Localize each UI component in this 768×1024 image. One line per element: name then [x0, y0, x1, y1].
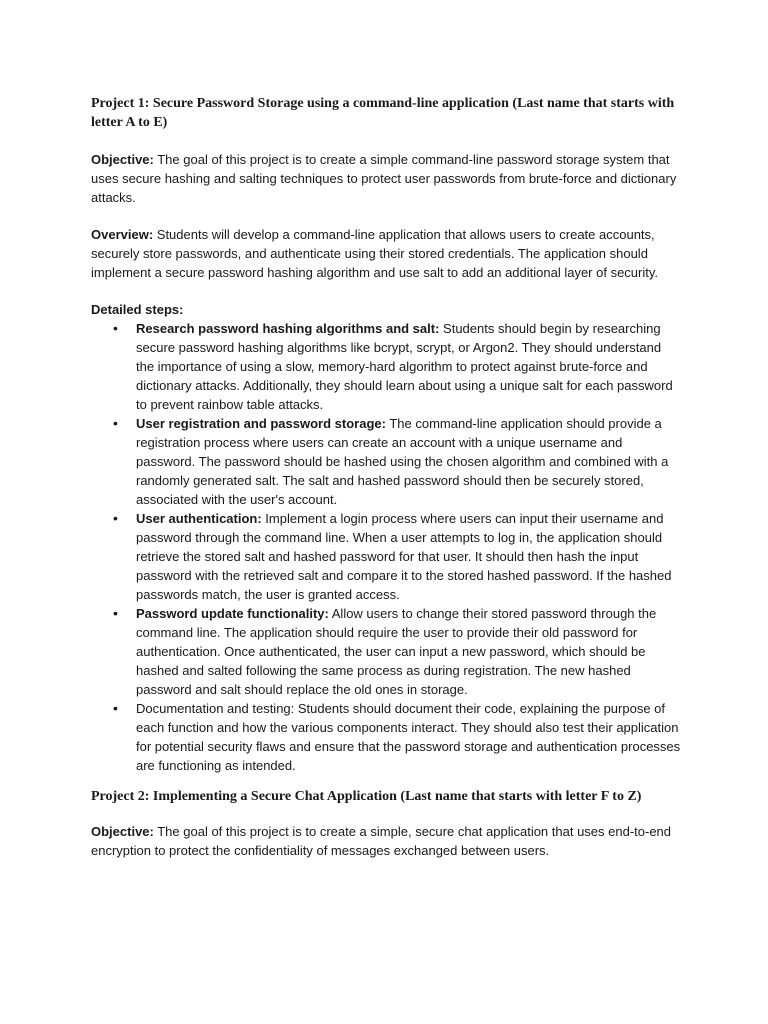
step-label: Research password hashing algorithms and salt:: [136, 321, 440, 336]
step-text: Allow users to change their stored password through the command line. The application should require the user to provide their old password for authentication. Once authenticated, the user can input a new password, which should be hashed and salted following the same process as during registration. The new hashed password and salt should replace the old ones in storage.: [136, 606, 657, 697]
list-item: [91, 604, 681, 699]
objective-text: The goal of this project is to create a simple command-line password storage system that uses secure hashing and salting techniques to protect user passwords from brute-force and dictionary attacks.: [91, 152, 677, 205]
step-label: User registration and password storage:: [136, 416, 386, 431]
project-1-objective: [91, 150, 681, 207]
document-page: [91, 94, 681, 860]
step-label: Password update functionality:: [136, 606, 329, 621]
detailed-steps-heading: Detailed steps:: [91, 302, 184, 317]
detailed-steps-list: [91, 319, 681, 775]
bullet-icon: •: [113, 605, 118, 621]
spacer: [91, 775, 681, 787]
list-item: [91, 414, 681, 509]
project-1-overview: [91, 225, 681, 282]
spacer: [91, 806, 681, 822]
step-text: The command-line application should provide a registration process where users can create an account with a unique username and password. The password should be hashed using the chosen algorithm and combined with a randomly generated salt. The salt and hashed password should then be securely stored, associated with the user's account.: [136, 416, 669, 507]
bullet-icon: •: [113, 320, 118, 336]
spacer: [91, 207, 681, 225]
objective-text: The goal of this project is to create a simple, secure chat application that uses end-to-end encryption to protect the confidentiality of messages exchanged between users.: [91, 824, 672, 858]
step-label: User authentication:: [136, 511, 262, 526]
list-item: [91, 699, 681, 775]
project-1-title: Project 1: Secure Password Storage using a command-line application (Last name that starts with letter A to E): [91, 96, 675, 130]
step-text: Documentation and testing: Students should document their code, explaining the purpose of each function and how the various components interact. They should also test their application for potential security flaws and ensure that the password storage and authentication processes are functioning as intended.: [136, 701, 681, 773]
bullet-icon: •: [113, 510, 118, 526]
bullet-icon: •: [113, 415, 118, 431]
overview-text: Students will develop a command-line application that allows users to create accounts, securely store passwords, and authenticate using their stored credentials. The application should implement a secure password hashing algorithm and use salt to add an additional layer of security.: [91, 227, 659, 280]
step-text: Students should begin by researching secure password hashing algorithms like bcrypt, scrypt, or Argon2. They should understand the importance of using a slow, memory-hard algorithm to protect against brute-force and dictionary attacks. Additionally, they should learn about using a unique salt for each password to prevent rainbow table attacks.: [136, 321, 673, 412]
overview-label: Overview:: [91, 227, 154, 242]
objective-label: Objective:: [91, 824, 154, 839]
spacer: [91, 132, 681, 150]
objective-label: Objective:: [91, 152, 154, 167]
list-item: [91, 319, 681, 414]
bullet-icon: •: [113, 700, 118, 716]
spacer: [91, 282, 681, 300]
project-2-objective: [91, 822, 681, 860]
project-2-title: Project 2: Implementing a Secure Chat Application (Last name that starts with letter F to Z): [91, 789, 642, 804]
step-text: Implement a login process where users can input their username and password through the command line. When a user attempts to log in, the application should retrieve the stored salt and hashed password for that user. It should then hash the input password with the retrieved salt and compare it to the stored hashed password. If the hashed passwords match, the user is granted access.: [136, 511, 672, 602]
list-item: [91, 509, 681, 604]
